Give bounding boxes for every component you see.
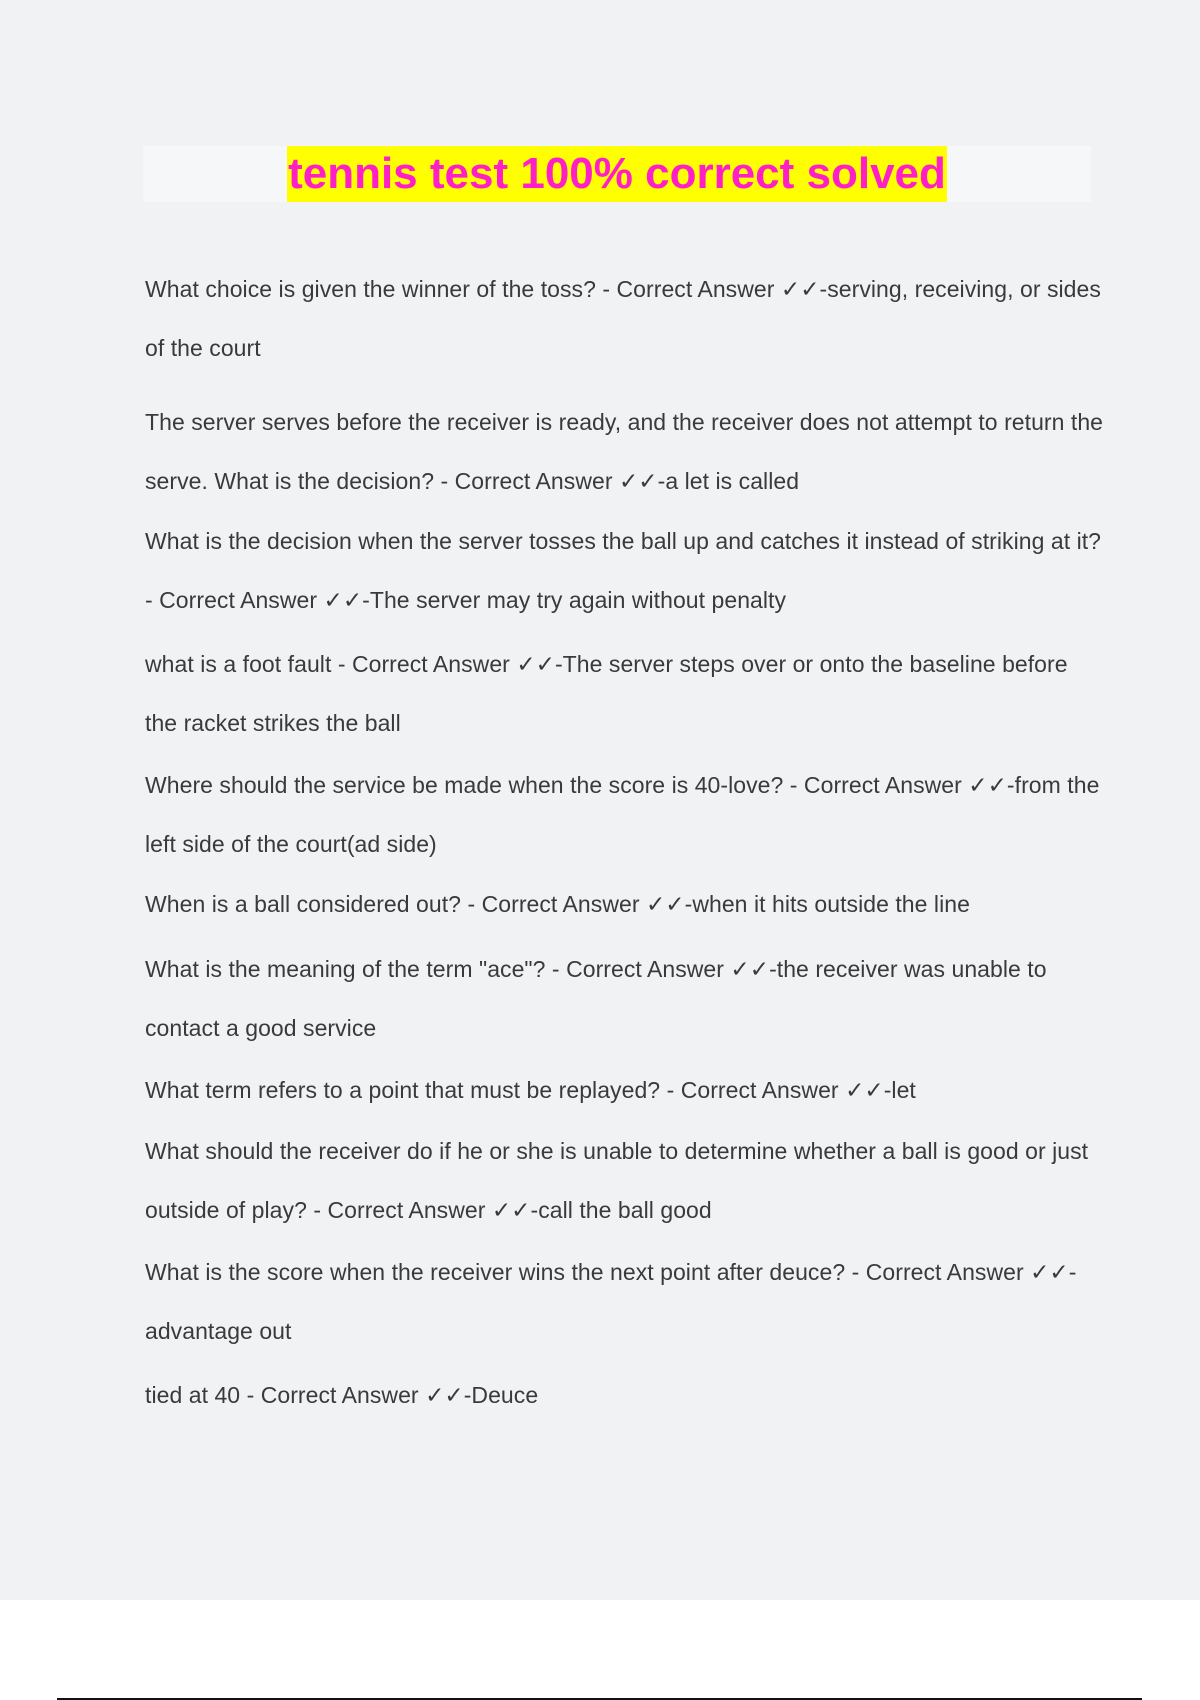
qa-item-5: Where should the service be made when the score is 40-love? - Correct Answer ✓✓-from the left side of the court(ad side) (145, 772, 1100, 857)
qa-item-1: What choice is given the winner of the toss? - Correct Answer ✓✓-serving, receiving, or sides of the court (145, 276, 1101, 361)
qa-item-2: The server serves before the receiver is ready, and the receiver does not attempt to return the serve. What is the decision? - Correct Answer ✓✓-a let is called (145, 409, 1104, 494)
qa-item-7: What is the meaning of the term "ace"? - Correct Answer ✓✓-the receiver was unable to contact a good service (145, 956, 1047, 1041)
qa-item-3: What is the decision when the server tosses the ball up and catches it instead of striking at it? - Correct Answer ✓✓-The server may try again without penalty (145, 528, 1102, 613)
document-title: tennis test 100% correct solved (287, 146, 947, 202)
qa-item-6: When is a ball considered out? - Correct Answer ✓✓-when it hits outside the line (145, 891, 970, 917)
qa-item-9: What should the receiver do if he or she is unable to determine whether a ball is good or just outside of play? - Correct Answer ✓✓-call the ball good (145, 1138, 1089, 1223)
qa-item-4: what is a foot fault - Correct Answer ✓✓-The server steps over or onto the baseline before the racket strikes the ball (145, 651, 1068, 736)
title-bar (143, 146, 1091, 202)
qa-item-11: tied at 40 - Correct Answer ✓✓-Deuce (145, 1382, 539, 1408)
qa-item-8: What term refers to a point that must be replayed? - Correct Answer ✓✓-let (145, 1077, 916, 1103)
qa-item-10: What is the score when the receiver wins the next point after deuce? - Correct Answer ✓✓-advantage out (145, 1259, 1077, 1344)
